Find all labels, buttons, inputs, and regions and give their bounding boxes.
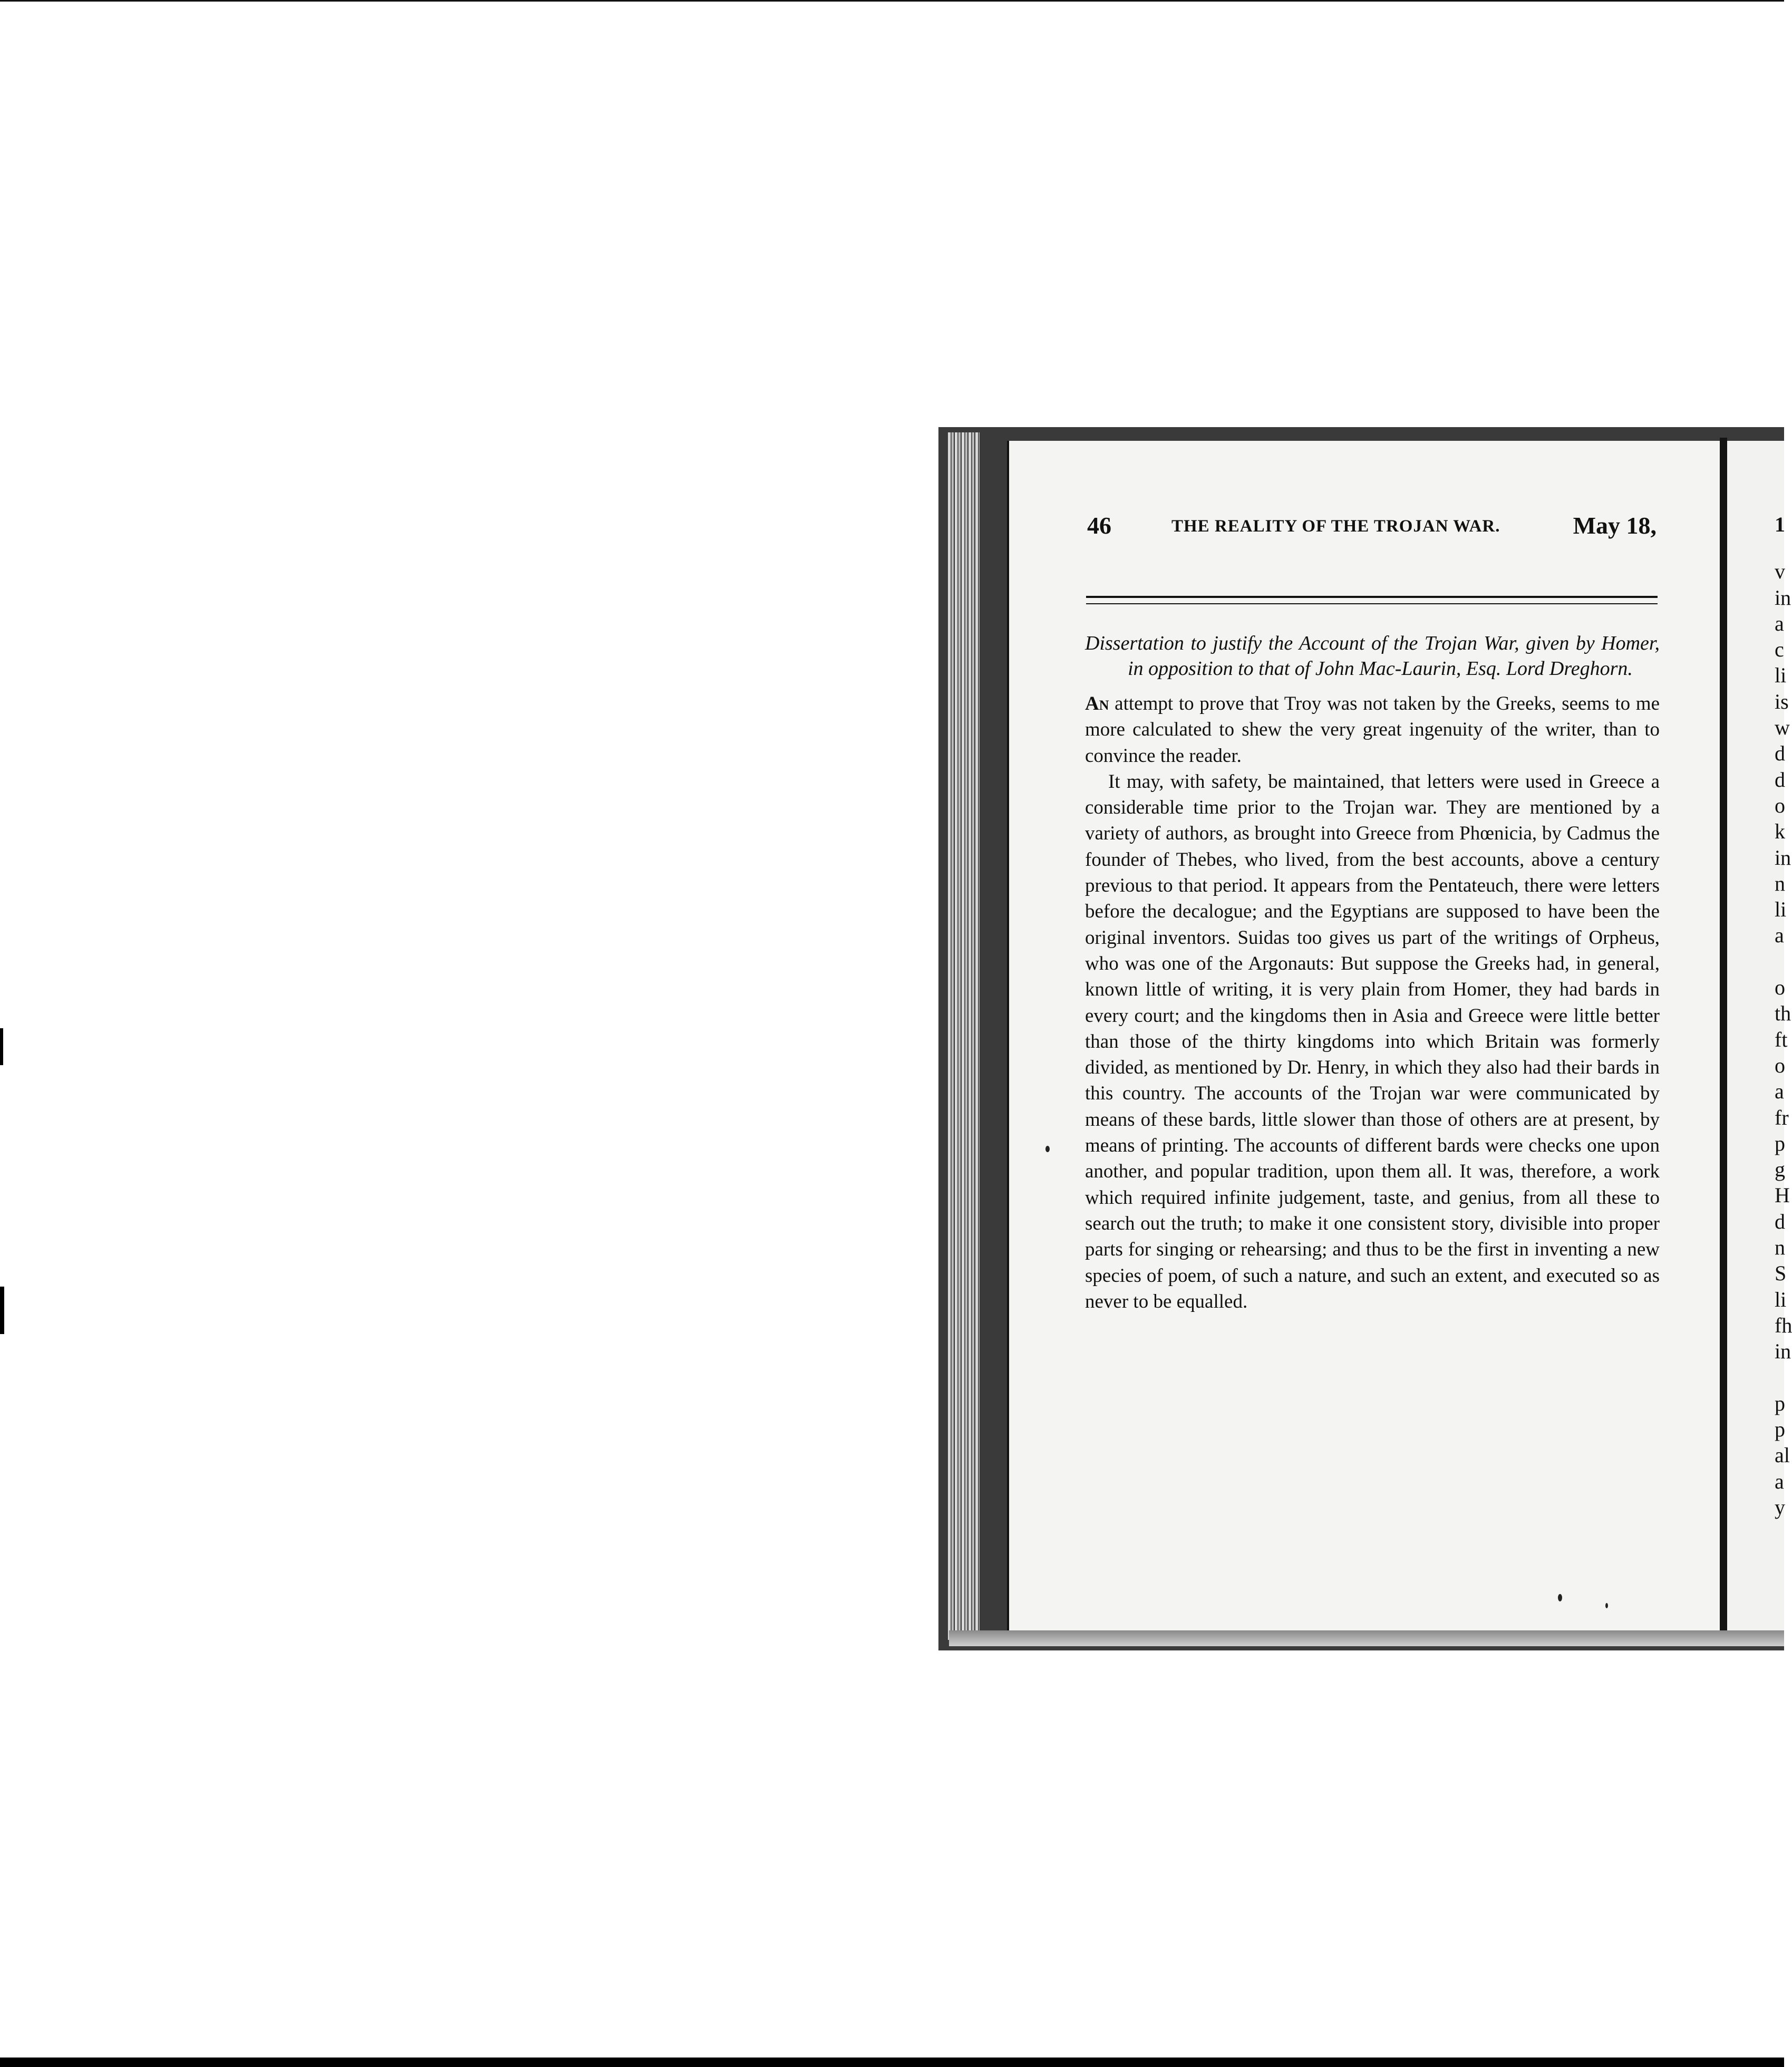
facing-page-text — [1775, 511, 1792, 1520]
facing-page-line: o — [1775, 975, 1785, 1000]
facing-page-line — [1775, 949, 1784, 974]
scan-speck — [1605, 1603, 1608, 1608]
facing-page-line: n — [1775, 871, 1785, 895]
facing-page-line: d — [1775, 1209, 1785, 1233]
running-date: May 18, — [1573, 512, 1657, 539]
facing-page-line: H — [1775, 1183, 1790, 1208]
scan-speck — [1045, 1146, 1050, 1152]
facing-page-line: is — [1775, 689, 1789, 713]
article-heading: Dissertation to justify the Account of the Trojan War, given by Homer, in opposition to that of John Mac-Laurin, Esq. Lord Dreghorn. — [1085, 632, 1660, 680]
book-gutter — [1720, 438, 1727, 1635]
facing-page-line: fh — [1775, 1313, 1792, 1337]
article — [1085, 631, 1660, 1315]
facing-page-line: al — [1775, 1443, 1790, 1467]
facing-page-line: in — [1775, 845, 1791, 870]
facing-page-lines — [1775, 558, 1792, 1520]
facing-page-line: o — [1775, 1053, 1785, 1077]
facing-page-line: a — [1775, 611, 1784, 635]
facing-page-line: li — [1775, 663, 1787, 688]
facing-page-line: p — [1775, 1417, 1785, 1442]
facing-page-line — [1775, 1365, 1784, 1390]
facing-page-line: v — [1775, 559, 1785, 584]
paragraph-1-text: attempt to prove that Troy was not taken by the Greeks, seems to me more calculated to shew the very great ingenuity of the writer, than to convince the reader. — [1085, 693, 1660, 767]
scan-top-border — [0, 0, 1784, 2]
scan-speck — [1558, 1594, 1562, 1601]
running-title: THE REALITY OF THE TROJAN WAR. — [1171, 517, 1500, 536]
facing-page-line: y — [1775, 1495, 1785, 1519]
facing-page-line: n — [1775, 1235, 1785, 1260]
scan-edge-mark — [0, 1028, 3, 1065]
scan-bottom-border — [0, 2058, 1784, 2067]
facing-page-number: 1 — [1775, 513, 1785, 536]
facing-page-line: w — [1775, 716, 1790, 740]
scan-edge-mark — [0, 1287, 4, 1334]
facing-page-line: g — [1775, 1157, 1785, 1182]
facing-page-line: p — [1775, 1131, 1785, 1155]
book-bottom-rim — [949, 1630, 1784, 1646]
facing-page-line: k — [1775, 819, 1785, 844]
facing-page-line: fr — [1775, 1105, 1789, 1129]
facing-page-line: th — [1775, 1001, 1791, 1026]
facing-page-line: in — [1775, 585, 1791, 610]
facing-page-line: ft — [1775, 1027, 1788, 1051]
drop-word: An — [1085, 693, 1109, 714]
facing-page-line: o — [1775, 793, 1785, 817]
facing-page-line: in — [1775, 1339, 1791, 1364]
facing-page-line: S — [1775, 1261, 1787, 1286]
facing-page-line: a — [1775, 1469, 1784, 1493]
facing-page-line: li — [1775, 1287, 1787, 1311]
running-head — [1087, 511, 1657, 543]
facing-page-line: p — [1775, 1391, 1785, 1415]
facing-page-line: d — [1775, 767, 1785, 791]
page-block-edges — [948, 432, 980, 1640]
paragraph-1 — [1085, 691, 1660, 769]
facing-page-line: d — [1775, 741, 1785, 766]
page-number: 46 — [1087, 512, 1111, 539]
facing-page-line: c — [1775, 638, 1784, 662]
header-double-rule — [1086, 596, 1658, 604]
paragraph-2: It may, with safety, be maintained, that letters were used in Greece a considerable time prior to the Trojan war. They are mentioned by a variety of authors, as brought into Greece from Phœnicia, by Cadmus the founder of Thebes, who lived, from the best accounts, above a century previous to that period. It appears from the Pentateuch, there were letters before the decalogue; and the Egyptians are supposed to have been the original inventors. Suidas too gives us part of the writings of Orpheus, who was one of the Argonauts: But suppose the Greeks had, in general, known little of writing, it is very plain from Homer, they had bards in every court; and the kingdoms then in Asia and Greece were little better than those of the thirty kingdoms into which Britain was formerly divided, as mentioned by Dr. Henry, in which they also had their bards in this country. The accounts of the Trojan war were communicated by means of these bards, little slower than those of others are at present, by means of printing. The accounts of different bards were checks one upon another, and popular tradition, upon them all. It was, therefore, a work which required infinite judgement, taste, and genius, from all these to search out the truth; to make it one consistent story, divisible into proper parts for singing or rehearsing; and thus to be the first in inventing a new species of poem, of such a nature, and such an extent, and executed so as never to be equalled. — [1085, 770, 1660, 1312]
facing-page-line: a — [1775, 923, 1784, 948]
facing-page-line: li — [1775, 897, 1787, 922]
facing-page-line: a — [1775, 1079, 1784, 1104]
